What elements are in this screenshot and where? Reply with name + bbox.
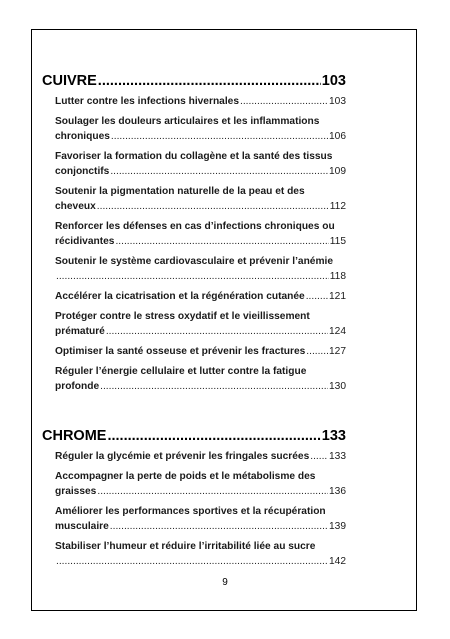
toc-entry-text: récidivantes	[55, 236, 115, 247]
section-page-number: 103	[321, 73, 346, 89]
toc-entry-page-number: 124	[329, 326, 346, 337]
toc-entry-page-number: 103	[329, 96, 346, 107]
toc-entry-line	[55, 94, 346, 109]
leader-dots	[98, 72, 321, 90]
toc-entry-text: Optimiser la santé osseuse et prévenir les fractures	[55, 346, 306, 357]
toc-entry-text: Soutenir la pigmentation naturelle de la peau et des	[55, 186, 305, 197]
toc-entry[interactable]	[55, 449, 346, 464]
toc-entry-line	[55, 504, 346, 519]
toc-entry[interactable]	[55, 94, 346, 109]
toc-entry-text: chroniques	[55, 131, 110, 142]
toc-entry-text: Soulager les douleurs articulaires et les inflammations	[55, 116, 320, 127]
leader-dots	[106, 324, 328, 339]
toc-entry-line	[55, 344, 346, 359]
toc-entry-text: Accélérer la cicatrisation et la régénération cutanée	[55, 291, 305, 302]
toc-entry[interactable]	[55, 469, 346, 499]
toc-entry-page-number: 106	[329, 131, 346, 142]
leader-dots	[115, 234, 328, 249]
toc-entry-line	[55, 254, 346, 269]
toc-entry-line	[55, 554, 346, 569]
toc-entry-text: Lutter contre les infections hivernales	[55, 96, 239, 107]
toc-entry[interactable]	[55, 364, 346, 394]
toc-entry-line	[55, 184, 346, 199]
section-name: CUIVRE	[42, 73, 97, 89]
toc-entry-page-number: 142	[329, 556, 346, 567]
toc-entry-text: Favoriser la formation du collagène et la santé des tissus	[55, 151, 333, 162]
toc-entry-line	[55, 129, 346, 144]
leader-dots	[110, 164, 328, 179]
section-title[interactable]	[42, 427, 346, 445]
leader-dots	[56, 269, 329, 284]
toc-entry-line	[55, 114, 346, 129]
toc-entry[interactable]	[55, 309, 346, 339]
toc-entry-line	[55, 234, 346, 249]
toc-entry-page-number: 127	[329, 346, 346, 357]
toc-entry-text: Réguler la glycémie et prévenir les fringales sucrées	[55, 451, 310, 462]
toc-entry-page-number: 130	[329, 381, 346, 392]
toc-entry-line	[55, 149, 346, 164]
leader-dots	[240, 94, 328, 109]
toc-entry[interactable]	[55, 149, 346, 179]
toc-entry-line	[55, 449, 346, 464]
toc-entry-line	[55, 269, 346, 284]
toc-entry-text: Renforcer les défenses en cas d’infections chroniques ou	[55, 221, 335, 232]
toc-entry-text: cheveux	[55, 201, 96, 212]
toc-entry[interactable]	[55, 289, 346, 304]
toc-entry-line	[55, 469, 346, 484]
toc-entry-page-number: 133	[329, 451, 346, 462]
leader-dots	[97, 484, 328, 499]
toc-entry-page-number: 112	[329, 201, 346, 212]
toc-entry-line	[55, 309, 346, 324]
toc-entry-line	[55, 164, 346, 179]
toc-entry-line	[55, 484, 346, 499]
section-page-number: 133	[321, 428, 346, 444]
leader-dots	[110, 519, 328, 534]
toc-entry[interactable]	[55, 504, 346, 534]
toc-entry-page-number: 118	[329, 271, 346, 282]
toc-entry-text: prématuré	[55, 326, 105, 337]
leader-dots	[56, 554, 328, 569]
toc-entry-text: Réguler l’énergie cellulaire et lutter contre la fatigue	[55, 366, 307, 377]
toc-section-cuivre	[42, 72, 346, 394]
toc-entry-text: Améliorer les performances sportives et la récupération	[55, 506, 326, 517]
toc-entry-text: Stabiliser l’humeur et réduire l’irritabilité liée au sucre	[55, 541, 316, 552]
leader-dots	[310, 449, 328, 464]
toc-entry-line	[55, 539, 346, 554]
toc-entry[interactable]	[55, 219, 346, 249]
toc-entry-text: musculaire	[55, 521, 109, 532]
leader-dots	[100, 379, 328, 394]
toc-entry-page-number: 115	[329, 236, 346, 247]
leader-dots	[111, 129, 328, 144]
toc-section-chrome	[42, 427, 346, 569]
toc-entry-page-number: 139	[329, 521, 346, 532]
toc-entry-text: conjonctifs	[55, 166, 110, 177]
toc-entry-text: Protéger contre le stress oxydatif et le vieillissement	[55, 311, 310, 322]
leader-dots	[97, 199, 329, 214]
toc-entry[interactable]	[55, 254, 346, 284]
toc-entry-line	[55, 289, 346, 304]
toc-entry-line	[55, 199, 346, 214]
toc-entry-text: Soutenir le système cardiovasculaire et prévenir l’anémie	[55, 256, 334, 267]
leader-dots	[107, 427, 320, 445]
toc-entry-line	[55, 324, 346, 339]
leader-dots	[306, 289, 328, 304]
toc-entry-line	[55, 364, 346, 379]
toc-entry-line	[55, 379, 346, 394]
toc-entry-page-number: 136	[329, 486, 346, 497]
toc-entry-text: graisses	[55, 486, 97, 497]
toc-entry[interactable]	[55, 114, 346, 144]
page-number: 9	[222, 577, 228, 588]
toc-entry-page-number: 121	[329, 291, 346, 302]
section-title[interactable]	[42, 72, 346, 90]
toc-entry-text: profonde	[55, 381, 100, 392]
toc-entry[interactable]	[55, 344, 346, 359]
toc-entry[interactable]	[55, 539, 346, 569]
section-name: CHROME	[42, 428, 107, 444]
toc-entry-text: Accompagner la perte de poids et le métabolisme des	[55, 471, 316, 482]
leader-dots	[306, 344, 328, 359]
toc-entry-page-number: 109	[329, 166, 346, 177]
toc-entry-line	[55, 219, 346, 234]
toc-entry[interactable]	[55, 184, 346, 214]
toc-entry-line	[55, 519, 346, 534]
